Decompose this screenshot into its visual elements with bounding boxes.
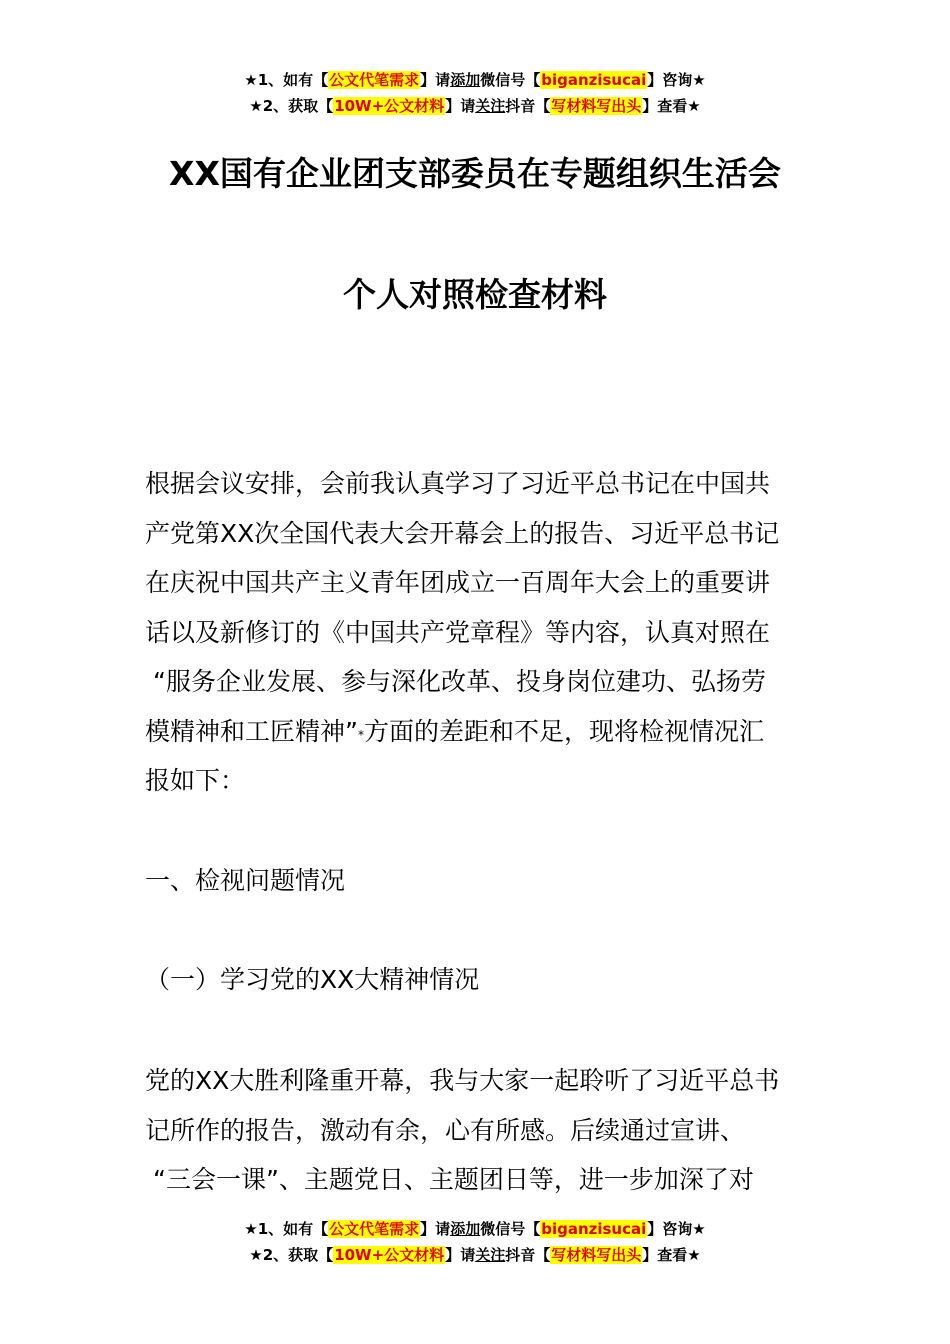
star-icon: ★ xyxy=(249,1246,263,1264)
highlight-douyin: 写材料写出头 xyxy=(551,97,642,115)
promo-banner-bottom xyxy=(0,1216,950,1268)
highlight-wechat-id: biganzisucai xyxy=(541,1220,647,1238)
star-icon: ★ xyxy=(244,1220,258,1238)
star-icon: ★ xyxy=(244,71,258,89)
star-icon: ★ xyxy=(249,97,263,115)
subsection-heading: （一）学习党的XX大精神情况 xyxy=(145,965,480,994)
document-title-line-1: XX国有企业团支部委员在专题组织生活会 xyxy=(169,154,781,193)
section-heading: 一、检视问题情况 xyxy=(145,866,346,895)
highlight-materials: 10W+公文材料 xyxy=(334,1246,445,1264)
document-title-line-2: 个人对照检查材料 xyxy=(343,275,607,314)
highlight-wechat-id: biganzisucai xyxy=(541,71,647,89)
highlight-service: 公文代笔需求 xyxy=(329,71,420,89)
promo-line-2: ★2、获取【10W+公文材料】请关注抖音【写材料写出头】查看★ xyxy=(249,1246,701,1264)
body-paragraph: 党的XX大胜利隆重开幕，我与大家一起聆听了习近平总书 记所作的报告，激动有余，心有所感。后续通过宣讲、 “三会一课”、主题党日、主题团日等，进一步加深了对 xyxy=(145,1066,780,1194)
highlight-materials: 10W+公文材料 xyxy=(334,97,445,115)
highlight-service: 公文代笔需求 xyxy=(329,1220,420,1238)
highlight-douyin: 写材料写出头 xyxy=(551,1246,642,1264)
promo-line-1: ★1、如有【公文代笔需求】请添加微信号【biganzisucai】咨询★ xyxy=(244,1220,706,1238)
footnote-mark: * xyxy=(357,727,364,742)
promo-line-1: ★1、如有【公文代笔需求】请添加微信号【biganzisucai】咨询★ xyxy=(244,71,706,89)
promo-banner-top xyxy=(0,67,950,119)
intro-paragraph: 根据会议安排，会前我认真学习了习近平总书记在中国共 产党第XX次全国代表大会开幕会上的报告、习近平总书记 在庆祝中国共产主义青年团成立一百周年大会上的重要讲 话以及新修订的《中国共产党章程》等内容，认真对照在 “服务企业发展、参与深化改革、投身岗位建功、弘扬劳 模精神和工匠精神”*方面的差距和不足，现将检视情况汇 报如下： xyxy=(145,469,780,795)
promo-line-2: ★2、获取【10W+公文材料】请关注抖音【写材料写出头】查看★ xyxy=(249,97,701,115)
